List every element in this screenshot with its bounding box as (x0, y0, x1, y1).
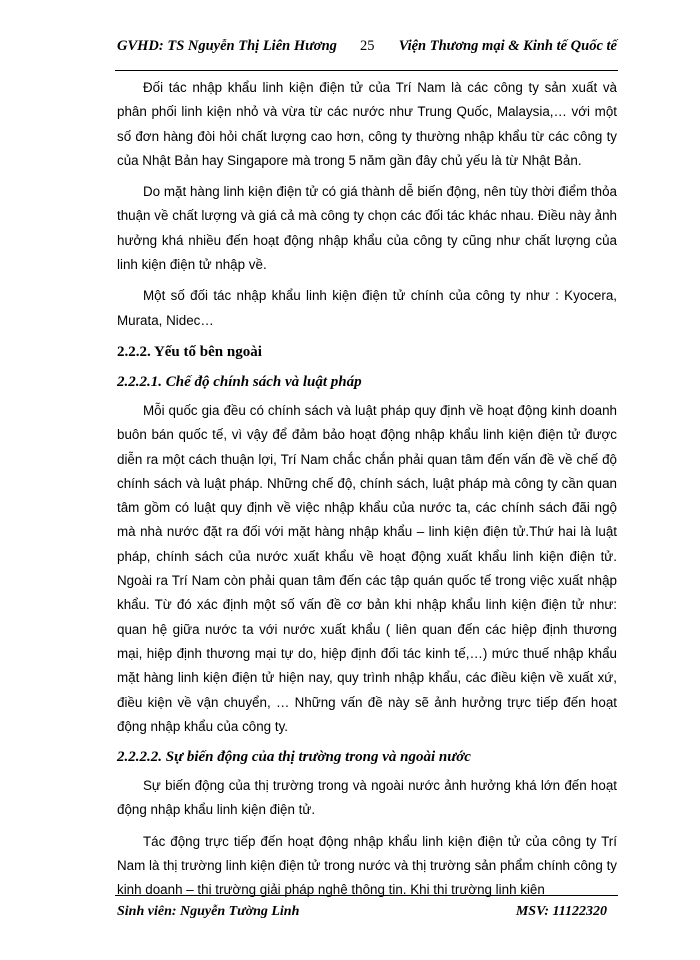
paragraph-main-partners: Một số đối tác nhập khẩu linh kiện điện tử chính của công ty như : Kyocera, Murata, Nidec… (117, 288, 617, 328)
subsection-heading-policy-law: 2.2.2.1. Chế độ chính sách và luật pháp (117, 373, 362, 390)
page-footer (117, 904, 617, 924)
paragraph-price-volatility: Do mặt hàng linh kiện điện tử có giá thành dễ biến động, nên tùy thời điểm thỏa thuận về chất lượng và giá cả mà công ty chọn các đối tác khác nhau. Điều này ảnh hưởng khá nhiều đến hoạt động nhập khẩu của công ty cũng như chất lượng của linh kiện điện tử nhập về. (117, 184, 617, 273)
footer-student-id: MSV: 11122320 (515, 904, 607, 919)
footer-student-name: Sinh viên: Nguyễn Tường Linh (117, 904, 300, 919)
page-header (117, 38, 617, 60)
header-supervisor: GVHD: TS Nguyễn Thị Liên Hương (117, 38, 337, 54)
subsection-heading-market-volatility: 2.2.2.2. Sự biến động của thị trường trong và ngoài nước (117, 749, 471, 766)
paragraph-market-impact: Sự biến động của thị trường trong và ngoài nước ảnh hưởng khá lớn đến hoạt động nhập khẩu linh kiện điện tử. (117, 778, 617, 818)
section-heading-external-factors: 2.2.2. Yếu tố bên ngoài (117, 343, 262, 360)
paragraph-direct-impact: Tác động trực tiếp đến hoạt động nhập khẩu linh kiện điện tử của công ty Trí Nam là thị trường linh kiện điện tử trong nước và thị trường sản phẩm chính công ty kinh doanh – thị trường giải pháp nghệ thông tin. Khi thị trường linh kiện (117, 833, 617, 898)
header-institute: Viện Thương mại & Kinh tế Quốc tế (398, 38, 617, 54)
page-body (117, 76, 617, 910)
paragraph-import-partners: Đối tác nhập khẩu linh kiện điện tử của Trí Nam là các công ty sản xuất và phân phối linh kiện nhỏ và vừa từ các nước như Trung Quốc, Malaysia,… với một số đơn hàng đòi hỏi chất lượng cao hơn, công ty thường nhập khẩu từ các công ty của Nhật Bản hay Singapore mà trong 5 năm gần đây chủ yếu là từ Nhật Bản. (117, 80, 617, 168)
paragraph-policy-law: Mỗi quốc gia đều có chính sách và luật pháp quy định về hoạt động kinh doanh buôn bán quốc tế, vì vậy để đảm bảo hoạt động nhập khẩu linh kiện điện tử được diễn ra một cách thuận lợi, Trí Nam chắc chắn phải quan tâm đến vấn đề về chế độ chính sách và luật pháp. Những chế độ, chính sách, luật pháp mà công ty cần quan tâm gồm có luật quy định về việc nhập khẩu của nước ta, các chính sách đãi ngộ mà nhà nước đặt ra đối với mặt hàng nhập khẩu – linh kiện điện tử.Thứ hai là luật pháp, chính sách của nước xuất khẩu về hoạt động xuất khẩu linh kiện điện tử. Ngoài ra Trí Nam còn phải quan tâm đến các tập quán quốc tế trong việc xuất nhập khẩu. Từ đó xác định một số vấn đề cơ bản khi nhập khẩu linh kiện điện tử như: quan hệ giữa nước ta với nước xuất khẩu ( liên quan đến các hiệp định thương mại, hiệp định thương mại tự do, hiệp định đối tác kinh tế,…) mức thuế nhập khẩu mặt hàng linh kiện điện tử hiện nay, quy trình nhập khẩu, các điều kiện về xuất xứ, điều kiện về vận chuyển, … Những vấn đề này sẽ ảnh hưởng trực tiếp đến hoạt động nhập khẩu của công ty. (117, 402, 617, 734)
header-rule (115, 70, 618, 71)
footer-rule (115, 895, 618, 896)
page-number: 25 (360, 38, 375, 54)
